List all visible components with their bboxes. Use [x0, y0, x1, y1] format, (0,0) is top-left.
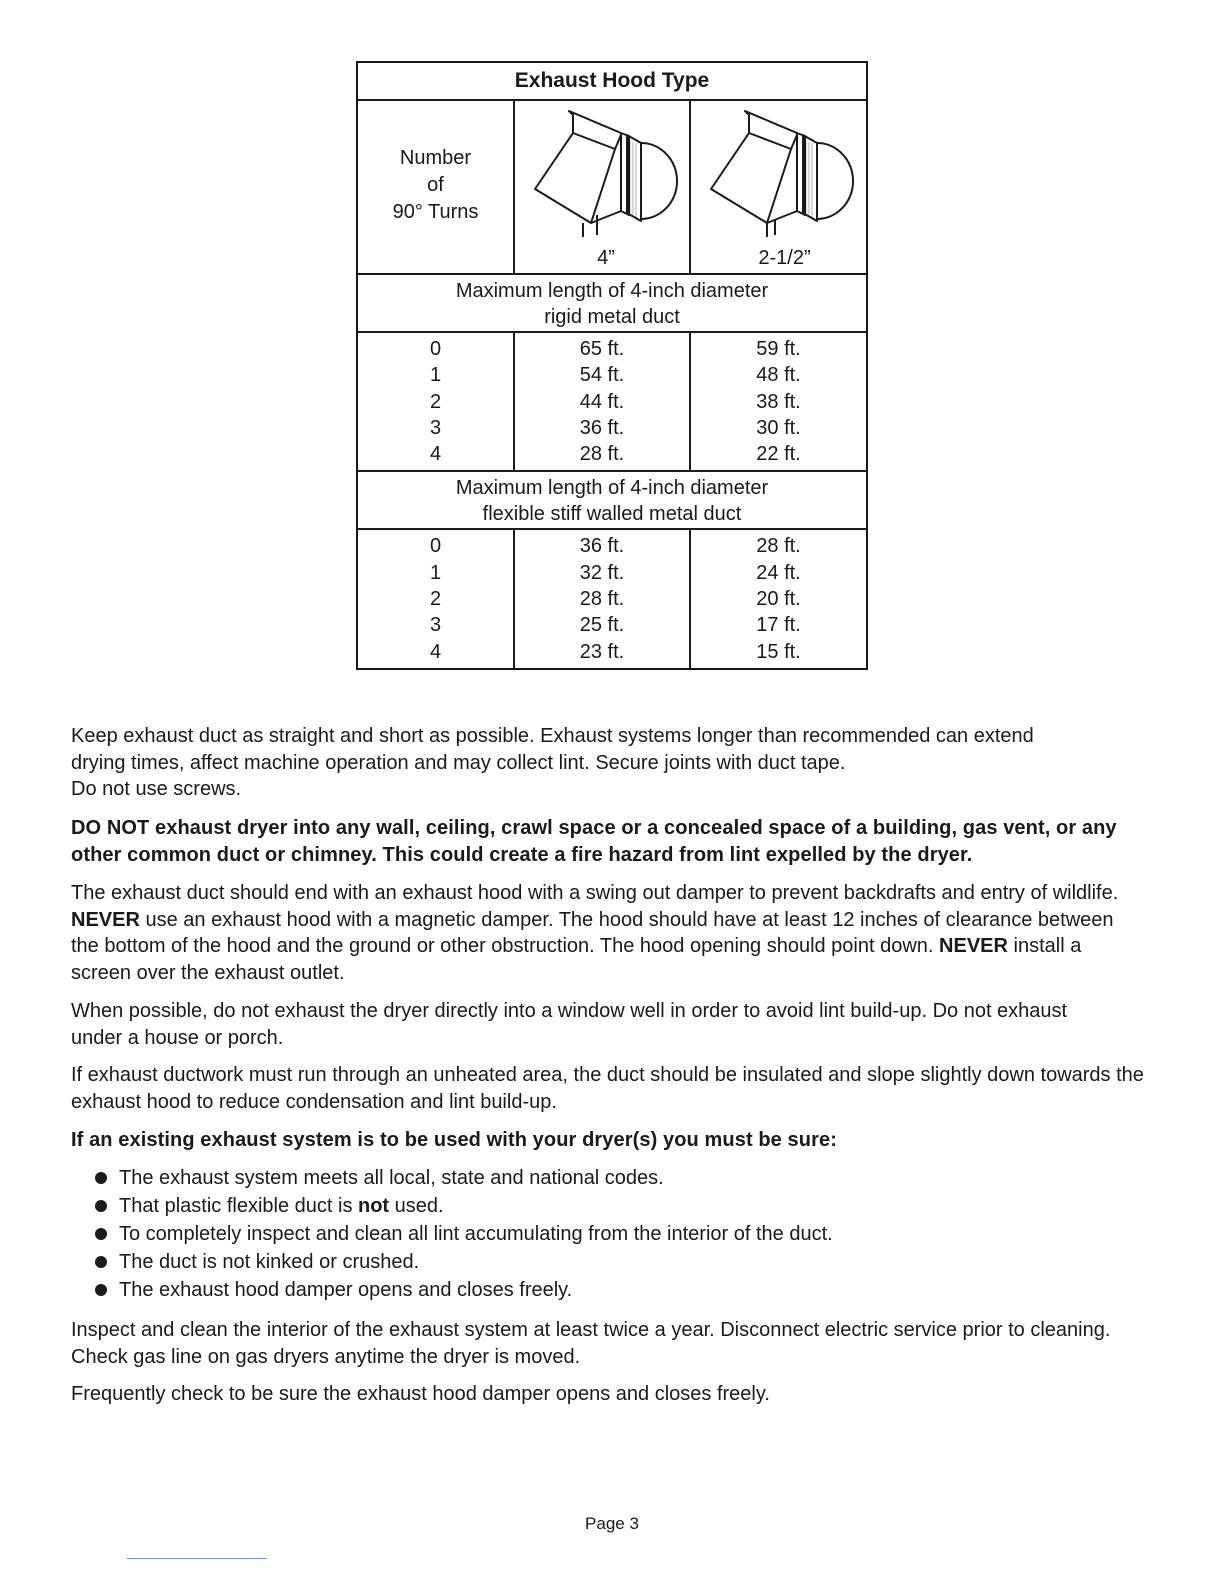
- hood-2-5-column: [690, 332, 867, 471]
- text-span: install a screen over the exhaust outlet.: [71, 935, 1082, 984]
- list-item: [95, 1276, 1145, 1304]
- paragraph-line: Keep exhaust duct as straight and short as possible. Exhaust systems longer than recommended can extend: [71, 725, 1034, 747]
- table-cell: 28 ft.: [579, 588, 625, 611]
- table-cell: 20 ft.: [756, 588, 801, 611]
- existing-system-checklist: [95, 1164, 1145, 1304]
- list-item-text: used.: [389, 1195, 444, 1217]
- turns-header-cell: [357, 100, 514, 274]
- turns-column: [357, 529, 514, 668]
- paragraph-inspect-clean: Inspect and clean the interior of the exhaust system at least twice a year. Disconnect electric service prior to cleaning. Check gas line on gas dryers anytime the dryer is moved.: [71, 1319, 1111, 1368]
- list-item-text: The duct is not kinked or crushed.: [119, 1251, 420, 1273]
- table-cell: 36 ft.: [579, 535, 625, 558]
- table-cell: 22 ft.: [756, 443, 801, 466]
- turns-header-line: Number: [399, 147, 472, 169]
- table-cell: 28 ft.: [579, 443, 625, 466]
- bullet-icon: [95, 1200, 107, 1212]
- paragraph-check-damper: Frequently check to be sure the exhaust hood damper opens and closes freely.: [71, 1383, 770, 1405]
- hood-2-5-inch-cell: [690, 100, 867, 274]
- turns-header-line: 90° Turns: [392, 201, 479, 223]
- table-cell: 1: [429, 561, 442, 584]
- existing-system-heading: If an existing exhaust system is to be used with your dryer(s) you must be sure:: [71, 1129, 837, 1151]
- section-heading-line: Maximum length of 4-inch diameter: [455, 280, 769, 302]
- text-span: use an exhaust hood with a magnetic damper. The hood should have at least 12 inches of clearance between the bottom of the hood and the ground or other obstruction. The hood opening should point down.: [71, 908, 1114, 957]
- table-cell: 48 ft.: [756, 364, 801, 387]
- table-cell: 3: [429, 416, 442, 439]
- table-cell: 3: [429, 614, 442, 637]
- paragraph-line: drying times, affect machine operation and may collect lint. Secure joints with duct tape.: [71, 751, 846, 774]
- table-cell: 2: [429, 588, 442, 611]
- bullet-icon: [95, 1284, 107, 1296]
- table-cell: 17 ft.: [756, 614, 801, 637]
- section-heading-line: rigid metal duct: [544, 306, 680, 328]
- paragraph-duct-length: [71, 723, 1161, 803]
- table-cell: 4: [429, 640, 442, 663]
- bullet-icon: [95, 1172, 107, 1184]
- table-cell: 28 ft.: [756, 535, 801, 558]
- section-heading-rigid: [357, 274, 867, 332]
- not-emphasis: not: [358, 1195, 390, 1217]
- hood-dimension-label: 2-1/2”: [758, 247, 811, 269]
- bullet-icon: [95, 1228, 107, 1240]
- table-cell: 23 ft.: [579, 640, 625, 663]
- never-emphasis: NEVER: [939, 935, 1008, 957]
- list-item-text: To completely inspect and clean all lint accumulating from the interior of the duct.: [119, 1223, 833, 1245]
- list-item: [95, 1164, 1145, 1192]
- list-item: [95, 1192, 1145, 1220]
- table-cell: 4: [429, 443, 442, 466]
- exhaust-hood-icon: [709, 105, 859, 237]
- table-cell: 54 ft.: [579, 364, 625, 387]
- list-item: [95, 1248, 1145, 1276]
- section-heading-line: Maximum length of 4-inch diameter: [455, 477, 769, 500]
- paragraph-exhaust-hood: [71, 880, 1141, 986]
- hood-4-inch-cell: [514, 100, 690, 274]
- table-cell: 65 ft.: [579, 338, 625, 360]
- table-cell: 0: [429, 535, 442, 558]
- table-cell: 32 ft.: [579, 561, 625, 584]
- exhaust-length-table: [356, 61, 868, 670]
- table-cell: 0: [429, 338, 442, 360]
- list-item-text: The exhaust system meets all local, state and national codes.: [119, 1167, 664, 1189]
- page-number: Page 3: [585, 1514, 639, 1533]
- list-item-text: The exhaust hood damper opens and closes freely.: [119, 1279, 573, 1301]
- section-heading-flexible: [357, 471, 867, 529]
- exhaust-hood-icon: [533, 105, 683, 237]
- table-cell: 38 ft.: [756, 390, 801, 413]
- never-emphasis: NEVER: [71, 908, 140, 931]
- text-span: The exhaust duct should end with an exhaust hood with a swing out damper to prevent backdrafts and entry of wildlife.: [71, 882, 1119, 904]
- section-heading-line: flexible stiff walled metal duct: [482, 503, 742, 526]
- fire-hazard-warning: DO NOT exhaust dryer into any wall, ceiling, crawl space or a concealed space of a building, gas vent, or any other common duct or chimney. This could create a fire hazard from lint expelled by the dryer.: [71, 817, 1117, 866]
- table-cell: 25 ft.: [579, 614, 625, 637]
- table-cell: 30 ft.: [756, 416, 801, 439]
- paragraph-line: Do not use screws.: [71, 778, 242, 800]
- table-cell: 59 ft.: [756, 338, 801, 360]
- turns-column: [357, 332, 514, 471]
- turns-header-line: of: [427, 174, 444, 196]
- table-cell: 2: [429, 390, 442, 413]
- table-cell: 1: [429, 364, 442, 387]
- paragraph-unheated-area: If exhaust ductwork must run through an unheated area, the duct should be insulated and slope slightly down towards the exhaust hood to reduce condensation and lint build-up.: [71, 1064, 1144, 1113]
- table-cell: 24 ft.: [756, 561, 801, 584]
- list-item: [95, 1220, 1145, 1248]
- list-item-text: That plastic flexible duct is: [119, 1195, 358, 1217]
- table-cell: 36 ft.: [579, 416, 625, 439]
- hood-2-5-column: [690, 529, 867, 668]
- hood-4-column: [514, 332, 690, 471]
- hood-4-column: [514, 529, 690, 668]
- hood-dimension-label: 4”: [597, 247, 615, 269]
- table-cell: 15 ft.: [756, 640, 801, 663]
- paragraph-window-well: When possible, do not exhaust the dryer directly into a window well in order to avoid lint build-up. Do not exhaust under a house or porch.: [71, 1000, 1068, 1049]
- table-title: Exhaust Hood Type: [357, 62, 867, 100]
- footer-divider: [127, 1558, 267, 1559]
- bullet-icon: [95, 1256, 107, 1268]
- table-cell: 44 ft.: [579, 390, 625, 413]
